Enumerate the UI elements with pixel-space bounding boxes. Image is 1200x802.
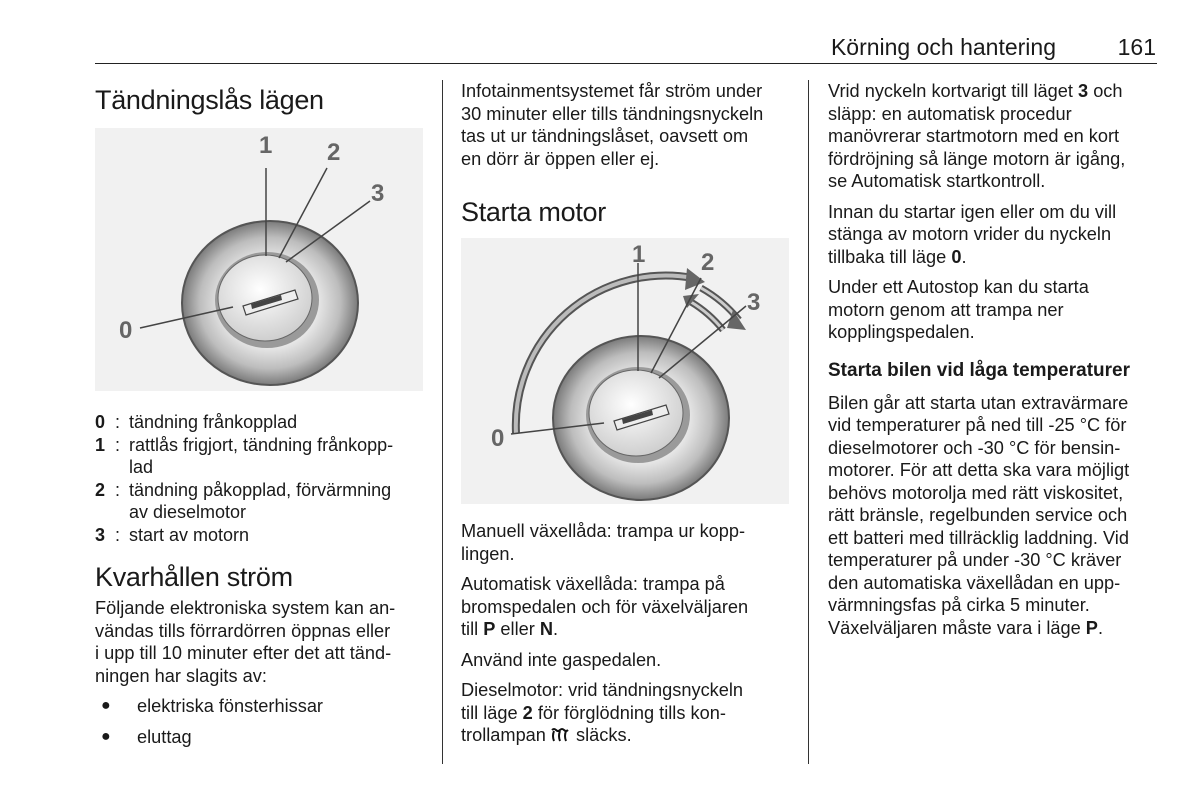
text-span: Bilen går att starta utan extravärmare vid temperaturer på ned till -25 °C för dieselmotorer och -30 °C för bensin- motorer. För att detta ska vara möjligt behövs motorolja med rätt viskositet, rätt bränsle, regelbunden service och ett batteri med tillräcklig laddning. Vid temperaturer på under -30 °C kräver den automatiska växellådan en upp- värmningsfas på cirka 5 minuter. Växelväljaren måste vara i läge bbox=[828, 392, 1130, 638]
text-span: . bbox=[553, 619, 559, 639]
retained-power-list bbox=[95, 695, 427, 748]
legend-sep: : bbox=[115, 412, 121, 432]
bold-span: 0 bbox=[951, 246, 962, 267]
bullet-icon: ● bbox=[101, 697, 111, 714]
bold-span: 2 bbox=[522, 702, 533, 723]
autostop-paragraph: Under ett Autostop kan du starta motorn genom att trampa ner kopplingspedalen. bbox=[828, 277, 1089, 342]
legend-sep: : bbox=[115, 524, 121, 545]
column-2 bbox=[461, 80, 796, 747]
legend-text: tändning påkopplad, förvärmning av dieselmotor bbox=[129, 479, 392, 522]
heading-retained-power: Kvarhållen ström bbox=[95, 562, 293, 592]
ignition-lock-diagram bbox=[95, 128, 423, 391]
list-item bbox=[95, 726, 427, 749]
text-span: Automatisk växellåda: trampa på bromspedalen och för växelväljaren till bbox=[461, 574, 749, 639]
fig1-label-3: 3 bbox=[371, 180, 385, 207]
fig2-label-2: 2 bbox=[701, 249, 715, 276]
column-3 bbox=[828, 80, 1163, 639]
infotainment-paragraph: Infotainmentsystemet får ström under 30 minuter eller tills tändningsnyckeln tas ut ur tändningslåset, oavsett om en dörr är öppen eller ej. bbox=[461, 81, 764, 169]
legend-text: start av motorn bbox=[129, 524, 250, 545]
running-header: Körning och hantering bbox=[830, 34, 1056, 60]
text-span: släcks. bbox=[570, 725, 632, 745]
glow-plug-icon bbox=[551, 727, 571, 743]
fig1-label-2: 2 bbox=[327, 139, 341, 166]
turn-key-paragraph bbox=[828, 80, 1163, 193]
heading-low-temperature: Starta bilen vid låga temperaturer bbox=[828, 359, 1130, 381]
fig2-label-0: 0 bbox=[491, 425, 505, 452]
legend-text: tändning frånkopplad bbox=[129, 412, 298, 432]
fig2-label-3: 3 bbox=[747, 289, 761, 316]
fig2-label-1: 1 bbox=[632, 241, 646, 268]
page-number: 161 bbox=[1117, 34, 1156, 60]
legend-key: 0 bbox=[95, 412, 106, 432]
fig1-label-0: 0 bbox=[119, 317, 133, 344]
bold-span: N bbox=[539, 619, 553, 639]
text-span: eller bbox=[495, 619, 540, 639]
figure-start-engine bbox=[461, 238, 789, 504]
column-divider-1 bbox=[442, 80, 443, 764]
legend-key: 3 bbox=[95, 524, 106, 545]
heading-start-engine: Starta motor bbox=[461, 197, 606, 227]
legend-sep: : bbox=[115, 434, 121, 455]
legend-key: 2 bbox=[95, 479, 106, 500]
column-1 bbox=[95, 80, 427, 748]
restart-paragraph bbox=[828, 201, 1163, 269]
legend-key: 1 bbox=[95, 434, 106, 455]
start-engine-diagram bbox=[461, 238, 789, 504]
text-span: för förglödning tills kon- trollampan bbox=[461, 702, 726, 745]
legend-text: rattlås frigjort, tändning frånkopp- lad bbox=[129, 434, 394, 477]
legend-row bbox=[95, 411, 427, 434]
text-span: . bbox=[1097, 617, 1103, 638]
list-item-text: eluttag bbox=[137, 726, 192, 747]
text-span: Innan du startar igen eller om du vill stänga av motorn vrider du nyckeln tillbaka till läge bbox=[828, 201, 1117, 267]
text-span: . bbox=[961, 246, 967, 267]
bold-span: P bbox=[1085, 617, 1098, 638]
fig1-label-1: 1 bbox=[259, 132, 273, 159]
ignition-legend bbox=[95, 411, 427, 546]
bold-span: 3 bbox=[1078, 81, 1089, 101]
bullet-icon: ● bbox=[101, 727, 111, 745]
diesel-paragraph bbox=[461, 679, 796, 747]
low-temperature-paragraph bbox=[828, 392, 1163, 640]
list-item-text: elektriska fönsterhissar bbox=[137, 696, 323, 716]
legend-sep: : bbox=[115, 479, 121, 500]
header-rule bbox=[95, 63, 1157, 64]
text-span: Vrid nyckeln kortvarigt till läget bbox=[828, 81, 1079, 101]
text-span: och släpp: en automatisk procedur manövrerar startmotorn med en kort fördröjning så länge motorn är igång, se Automatisk startkontroll. bbox=[828, 81, 1126, 191]
legend-row bbox=[95, 479, 427, 524]
list-item bbox=[95, 695, 427, 718]
automatic-gearbox-paragraph bbox=[461, 573, 796, 641]
text-span: Dieselmotor: vrid tändningsnyckeln till läge bbox=[461, 680, 744, 723]
legend-row bbox=[95, 434, 427, 479]
legend-row bbox=[95, 524, 427, 547]
heading-ignition-positions: Tändningslås lägen bbox=[95, 85, 324, 115]
column-divider-2 bbox=[808, 80, 809, 764]
manual-gearbox-paragraph: Manuell växellåda: trampa ur kopp- lingen. bbox=[461, 521, 746, 564]
no-accelerator-paragraph: Använd inte gaspedalen. bbox=[461, 649, 662, 670]
figure-ignition-positions bbox=[95, 128, 423, 391]
bold-span: P bbox=[483, 619, 496, 639]
retained-power-paragraph: Följande elektroniska system kan an- vändas tills förrardörren öppnas eller i upp till 10 minuter efter det att tänd- ningen har slagits av: bbox=[95, 598, 396, 686]
